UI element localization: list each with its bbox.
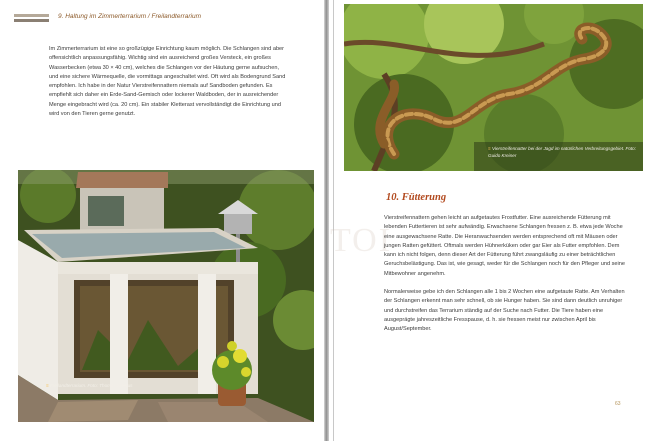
right-paragraph-2: Normalerweise gebe ich den Schlangen alle 1 bis 2 Wochen eine aufgetaute Ratte. Am Verhalten der Schlangen erkennt man sehr schnell, ob sie Hunger haben. Sie sind dann deutlich unruhiger und durchstreifen das Terrarium ständig auf der Suche nach Futter. Die Tiere haben eine ausgeprägte jahreszeitliche Fresspause, d. h. sie fressen meist nur zwischen April bis August/September. (384, 289, 625, 333)
terrarium-photo (18, 170, 314, 422)
right-body-text (384, 214, 631, 335)
snake-photo-caption (488, 146, 638, 159)
caption-marker-icon: ≡ (46, 383, 49, 388)
left-body-text (49, 45, 288, 119)
section-heading: 10. Fütterung (386, 192, 447, 203)
snake-photo (344, 4, 643, 171)
caption-text: Vierstreifennatter bei der Jagd im natürlichen Verbreitungsgebiet. Foto: Guido Kreiner (488, 146, 636, 158)
page-number: 63 (615, 401, 621, 407)
page-edge (333, 0, 334, 441)
watermark: TOI (330, 222, 393, 259)
terrarium-photo-caption (46, 383, 132, 388)
left-paragraph: Im Zimmerterrarium ist eine so großzügige Einrichtung kaum möglich. Die Schlangen sind aber offensichtlich anpassungsfähig. Wichtig sind ein ausreichend großes Versteck, ein großes Wasserbecken (etwa 30 × 40 cm), welches die Schlangen vor der Häutung gerne aufsuchen, und eine sichere Wärmequelle, die vormittags angeschaltet wird. Oft wird als Bodengrund Sand empfohlen. Ich habe in der Natur Vierstreifennattern niemals auf Sandboden gefunden. Es empfiehlt sich daher ein Erde-Sand-Gemisch oder lockerer Waldboden, der in ausreichender Menge eingebracht wird (ca. 20 cm). Ein stabiler Kletterast vervollständigt die Einrichtung und wird von den Tieren gerne genutzt. (49, 46, 286, 118)
caption-marker-icon: ≡ (488, 146, 491, 151)
header-decoration (14, 14, 49, 23)
running-header: 9. Haltung im Zimmerterrarium / Freilandterrarium (58, 13, 202, 20)
caption-text: Freilandterrarium. Foto: Thomas Kleetus (49, 383, 133, 388)
right-paragraph-1: Vierstreifennattern gehen leicht an aufgetautes Frostfutter. Eine ausreichende Fütterung mit lebenden Futtertieren ist sehr aufwändig. Erwachsene Schlangen fressen z. B. etwa jede Woche eine ausgewachsene Ratte. Die Heranwachsenden werden entsprechend oft mit Mäusen oder jungen Ratten gefüttert. Oftmals werden Hühnerküken oder gar Eier als Futter empfohlen. Dem kann ich nicht folgen, denn dieser Art der Fütterung führt zwangsläufig zu einer beträchtlichen Geruchsbelästigung. Das ist, wie gesagt, weder für die Schlangen noch für den Pfleger und seine Mitbewohner angenehm. (384, 215, 625, 277)
